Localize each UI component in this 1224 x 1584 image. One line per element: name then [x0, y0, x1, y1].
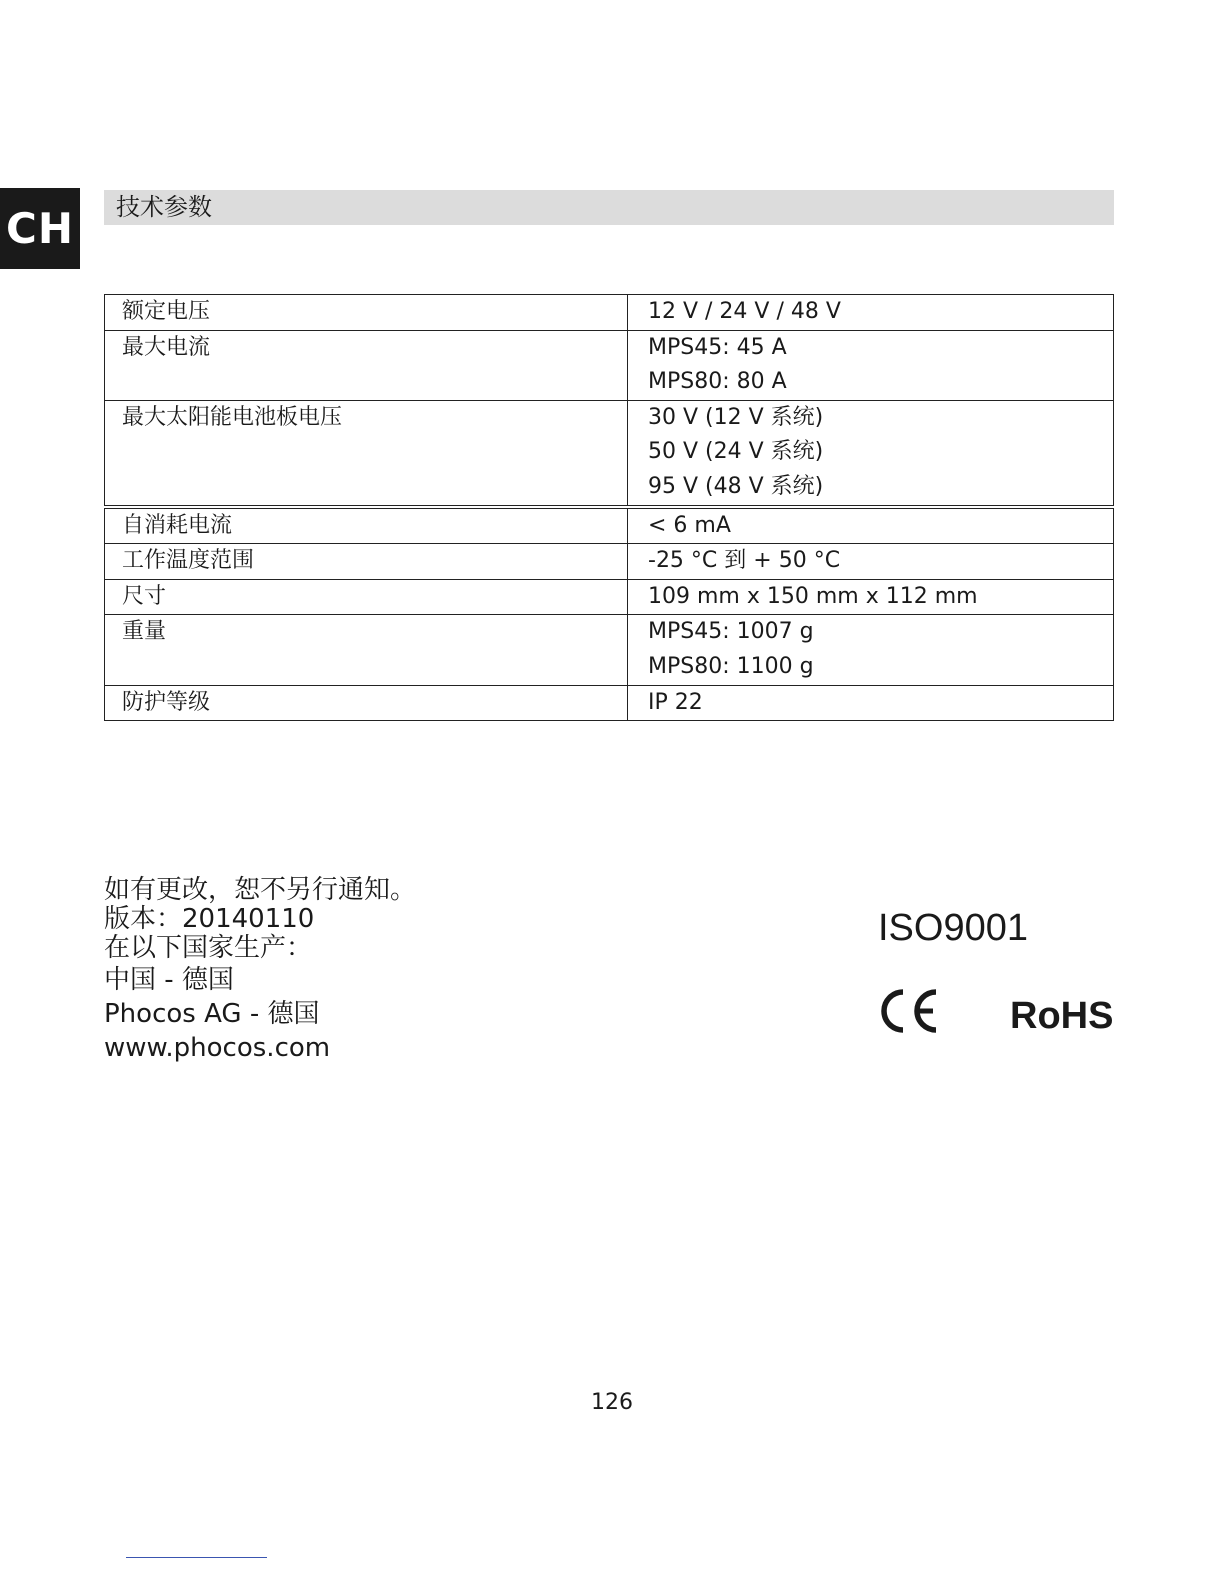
spec-value-text: 50 V (24 V 系统)	[648, 439, 824, 465]
origin-line: 中国 - 德国	[104, 965, 234, 995]
change-notice: 如有更改，恕不另行通知。	[104, 875, 417, 905]
spec-value	[628, 544, 1114, 580]
spec-label-text: 最大电流	[122, 334, 211, 360]
section-header-bar	[104, 190, 1114, 225]
table-row	[105, 579, 1114, 615]
version-line: 版本：20140110	[104, 904, 315, 934]
footer-notes	[104, 876, 416, 1065]
spec-value	[628, 615, 1114, 685]
spec-value	[628, 685, 1114, 721]
spec-value	[628, 330, 1114, 400]
page-number: 126	[591, 1390, 633, 1415]
ce-mark-icon	[878, 986, 940, 1036]
spec-value-text: 12 V / 24 V / 48 V	[648, 299, 841, 324]
spec-value	[628, 400, 1114, 506]
spec-label-text: 最大太阳能电池板电压	[122, 404, 343, 430]
spec-label	[105, 579, 628, 615]
spec-value-text: -25 °C 到 + 50 °C	[648, 548, 841, 574]
spec-label	[105, 544, 628, 580]
spec-value-text: MPS80: 80 A	[648, 369, 787, 395]
spec-label-text: 重量	[122, 619, 167, 645]
spec-value-text: 95 V (48 V 系统)	[648, 473, 824, 499]
spec-label-text: 防护等级	[122, 689, 211, 715]
spec-label	[105, 330, 628, 400]
language-tab: CH	[0, 188, 80, 269]
spec-label	[105, 507, 628, 544]
spec-value-text: MPS45: 1007 g	[648, 619, 814, 645]
spec-value	[628, 507, 1114, 544]
spec-value-text: 109 mm x 150 mm x 112 mm	[648, 583, 978, 609]
spec-label-text: 工作温度范围	[122, 548, 255, 574]
table-row	[105, 400, 1114, 506]
spec-label	[105, 295, 628, 331]
spec-label	[105, 615, 628, 685]
spec-value-text: MPS80: 1100 g	[648, 653, 814, 679]
spec-value	[628, 579, 1114, 615]
spec-value-text: MPS45: 45 A	[648, 334, 787, 360]
table-row	[105, 295, 1114, 331]
table-row	[105, 544, 1114, 580]
spec-label-text: 额定电压	[122, 299, 211, 324]
spec-value	[628, 295, 1114, 331]
spec-label-text: 尺寸	[122, 583, 167, 609]
spec-value-text: 30 V (12 V 系统)	[648, 404, 824, 430]
spec-label	[105, 400, 628, 506]
spec-value-text: < 6 mA	[648, 512, 731, 538]
spec-label	[105, 685, 628, 721]
section-title: 技术参数	[116, 193, 212, 221]
spec-label-text: 自消耗电流	[122, 512, 233, 538]
made-in-line: 在以下国家生产：	[104, 933, 313, 963]
table-row	[105, 330, 1114, 400]
company-line: Phocos AG - 德国	[104, 999, 320, 1029]
table-row	[105, 615, 1114, 685]
table-row	[105, 507, 1114, 544]
bottom-divider	[126, 1557, 267, 1558]
iso-certification: ISO9001	[878, 907, 1028, 949]
spec-value-text: IP 22	[648, 689, 703, 715]
rohs-certification: RoHS	[1010, 995, 1114, 1037]
spec-table	[104, 294, 1114, 721]
website-link[interactable]: www.phocos.com	[104, 1033, 331, 1063]
table-row	[105, 685, 1114, 721]
